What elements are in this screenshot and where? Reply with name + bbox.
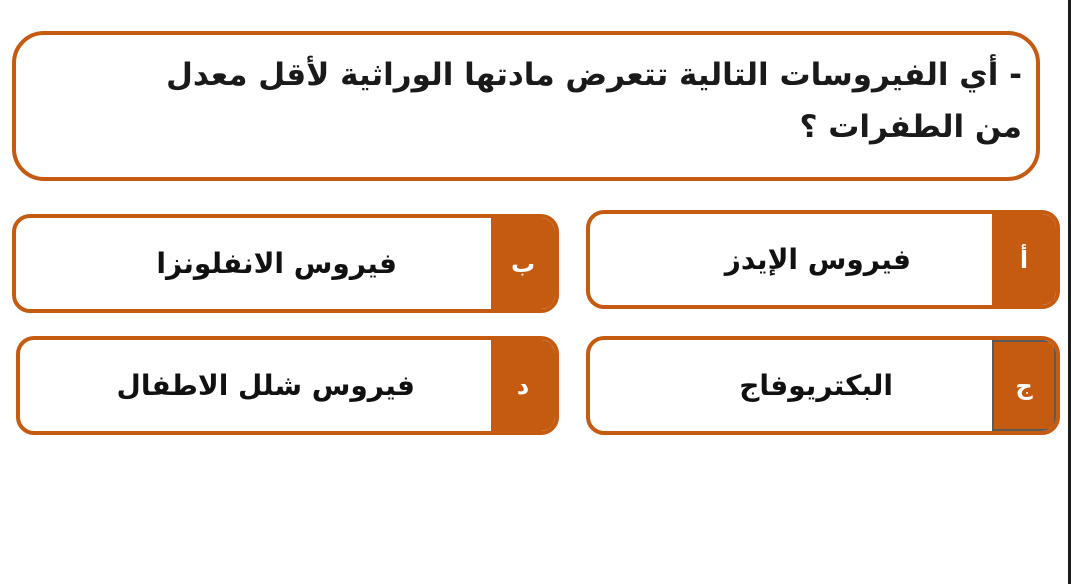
option-d-letter: د bbox=[491, 340, 555, 431]
option-d-button[interactable] bbox=[16, 336, 559, 435]
question-box bbox=[12, 31, 1040, 181]
option-a-text: فيروس الإيدز bbox=[724, 243, 911, 276]
option-b-button[interactable] bbox=[12, 214, 559, 313]
option-d-text: فيروس شلل الاطفال bbox=[116, 369, 415, 402]
option-c-letter: ج bbox=[992, 340, 1056, 431]
option-a-button[interactable] bbox=[586, 210, 1060, 309]
option-b-letter: ب bbox=[491, 218, 555, 309]
option-a-letter: أ bbox=[992, 214, 1056, 305]
option-c-button[interactable] bbox=[586, 336, 1060, 435]
question-text: - أي الفيروسات التالية تتعرض مادتها الوراثية لأقل معدل من الطفرات ؟ bbox=[165, 57, 1022, 145]
option-b-text: فيروس الانفلونزا bbox=[156, 247, 397, 280]
option-c-text: البكتريوفاج bbox=[739, 369, 893, 402]
